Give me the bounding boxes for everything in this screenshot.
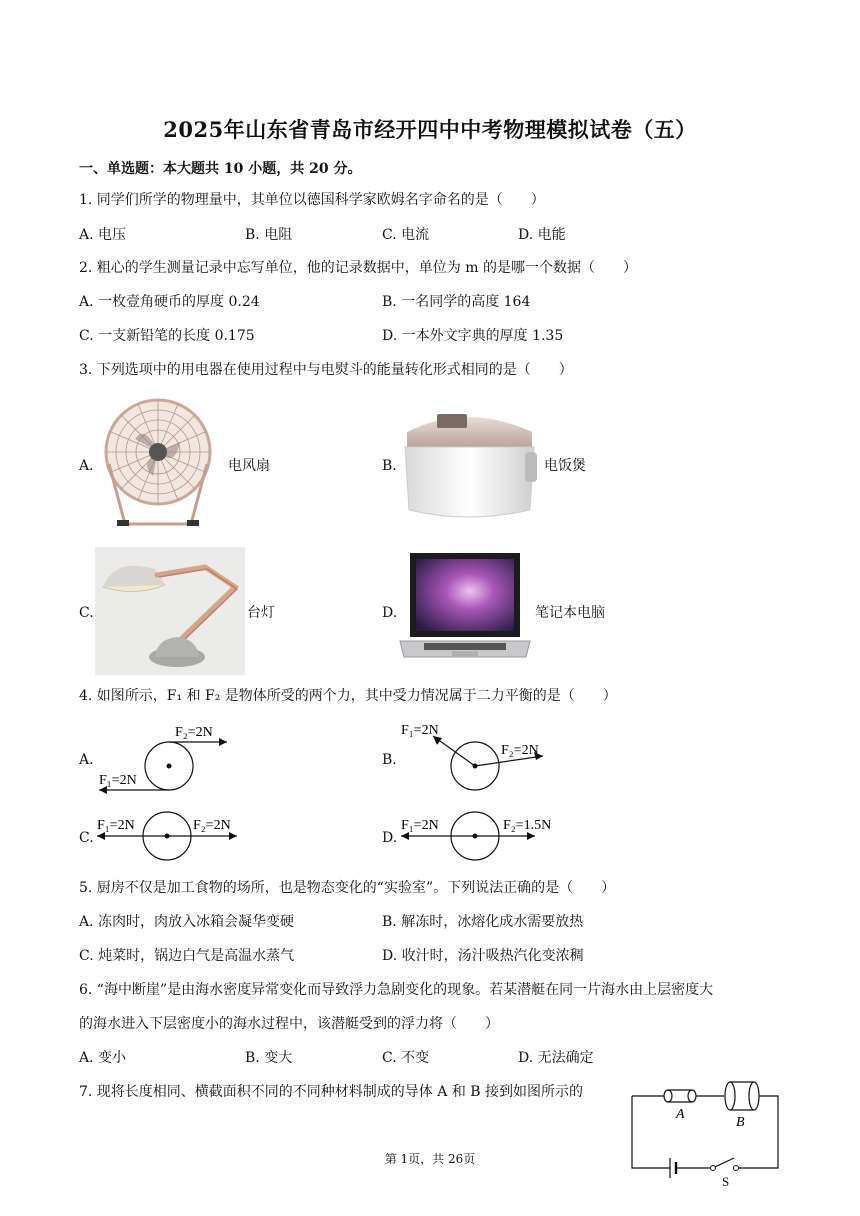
q2-option-a: A. 一枚壹角硬币的厚度 0.24	[79, 294, 260, 310]
q1-option-d: D. 电能	[518, 227, 566, 243]
q2-option-d: D. 一本外文字典的厚度 1.35	[382, 328, 564, 344]
label-b-f2: F₂=2N	[501, 743, 539, 758]
q3-letter-d: D.	[382, 605, 398, 621]
q4-letter-a: A.	[79, 752, 94, 768]
q1-option-c: C. 电流	[382, 227, 430, 243]
question-4-stem: 4. 如图所示，F₁ 和 F₂ 是物体所受的两个力，其中受力情况属于二力平衡的是（ ）	[79, 688, 617, 704]
q3-letter-a: A.	[79, 458, 94, 474]
question-6-stem-line1: 6. “海中断崖”是由海水密度异常变化而导致浮力急剧变化的现象。若某潜艇在同一片海水由上层密度大	[79, 982, 714, 998]
q2-option-b: B. 一名同学的高度 164	[382, 294, 531, 310]
circuit-diagram	[626, 1076, 784, 1188]
question-5-stem: 5. 厨房不仅是加工食物的场所，也是物态变化的“实验室”。下列说法正确的是（ ）	[79, 880, 616, 896]
question-7-stem: 7. 现将长度相同、横截面积不同的不同种材料制成的导体 A 和 B 接到如图所示的	[79, 1084, 584, 1100]
electric-fan-image	[95, 394, 230, 534]
circuit-label-a: A	[676, 1107, 685, 1122]
q3-letter-c: C.	[79, 605, 94, 621]
label-b-f1: F₁=2N	[401, 723, 439, 738]
q3-caption-c: 台灯	[247, 605, 275, 621]
q5-option-c: C. 炖菜时，锅边白气是高温水蒸气	[79, 948, 295, 964]
q6-option-b: B. 变大	[245, 1050, 293, 1066]
section-heading: 一、单选题：本大题共 10 小题，共 20 分。	[79, 161, 362, 177]
desk-lamp-image	[95, 547, 245, 675]
q6-option-a: A. 变小	[79, 1050, 127, 1066]
label-a-f2: F₂=2N	[175, 725, 213, 740]
q4-letter-b: B.	[382, 752, 397, 768]
q6-option-d: D. 无法确定	[518, 1050, 594, 1066]
q3-letter-b: B.	[382, 458, 397, 474]
q3-caption-d: 笔记本电脑	[535, 605, 605, 621]
label-c-f1: F₁=2N	[97, 818, 135, 833]
question-3-stem: 3. 下列选项中的用电器在使用过程中与电熨斗的能量转化形式相同的是（ ）	[79, 362, 573, 378]
force-diagram-c	[95, 810, 245, 864]
q4-letter-d: D.	[382, 830, 398, 846]
question-1-stem: 1. 同学们所学的物理量中，其单位以德国科学家欧姆名字命名的是（ ）	[79, 192, 545, 208]
force-diagram-a	[95, 718, 245, 798]
page-title: 2025年山东省青岛市经开四中中考物理模拟试卷（五）	[163, 117, 697, 142]
label-d-f2: F₂=1.5N	[503, 818, 552, 833]
q5-option-d: D. 收汁时，汤汁吸热汽化变浓稠	[382, 948, 584, 964]
label-d-f1: F₁=2N	[401, 818, 439, 833]
q2-option-c: C. 一支新铅笔的长度 0.175	[79, 328, 255, 344]
page-footer: 第 1页，共 26页	[384, 1152, 476, 1166]
q4-letter-c: C.	[79, 830, 94, 846]
laptop-image	[396, 549, 534, 667]
q1-option-b: B. 电阻	[245, 227, 293, 243]
q3-caption-a: 电风扇	[228, 458, 270, 474]
label-c-f2: F₂=2N	[193, 818, 231, 833]
circuit-label-b: B	[736, 1115, 745, 1130]
q5-option-b: B. 解冻时，冰熔化成水需要放热	[382, 914, 584, 930]
q1-option-a: A. 电压	[79, 227, 127, 243]
circuit-label-s: S	[722, 1174, 730, 1188]
q5-option-a: A. 冻肉时，肉放入冰箱会凝华变硬	[79, 914, 295, 930]
q6-option-c: C. 不变	[382, 1050, 430, 1066]
question-6-stem-line2: 的海水进入下层密度小的海水过程中，该潜艇受到的浮力将（ ）	[79, 1016, 499, 1032]
q3-caption-b: 电饭煲	[544, 458, 586, 474]
force-diagram-b	[397, 716, 557, 798]
label-a-f1: F₁=2N	[99, 773, 137, 788]
rice-cooker-image	[397, 402, 542, 524]
force-diagram-d	[397, 810, 569, 864]
question-2-stem: 2. 粗心的学生测量记录中忘写单位，他的记录数据中，单位为 m 的是哪一个数据（ ）	[79, 260, 637, 276]
